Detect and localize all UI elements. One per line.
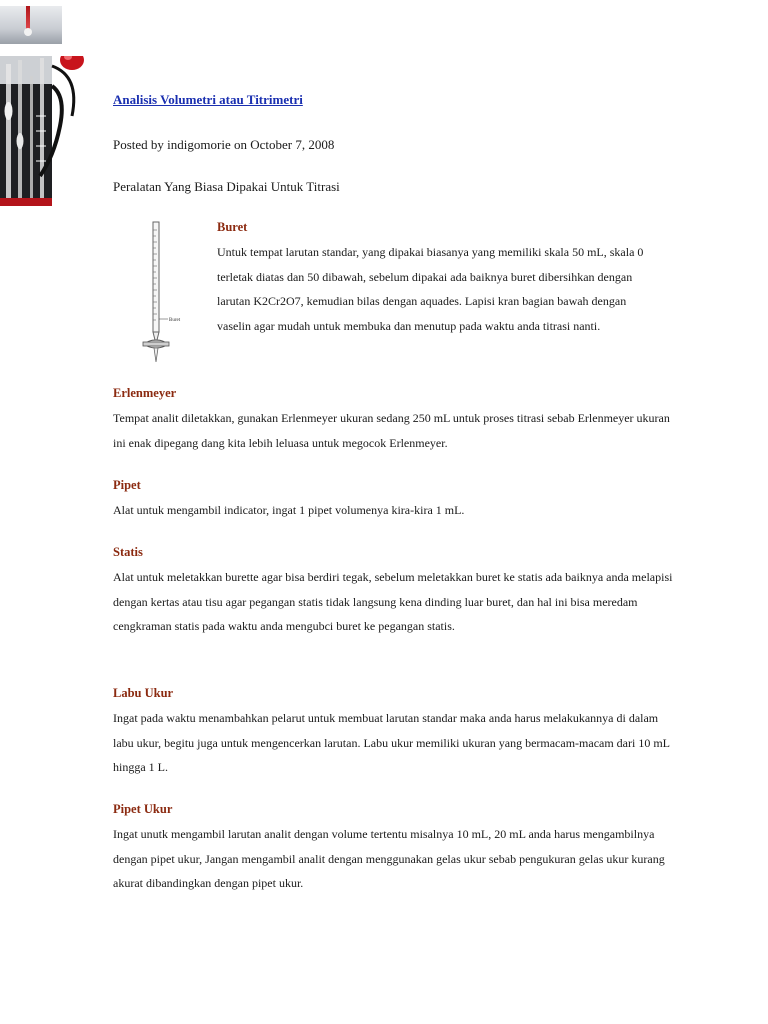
buret-illustration <box>113 216 208 371</box>
pipettes-photo <box>0 56 84 206</box>
section-heading: Statis <box>113 545 143 559</box>
dropper-photo <box>0 6 62 44</box>
section-erlenmeyer <box>113 386 673 455</box>
post-meta: Posted by indigomorie on October 7, 2008 <box>113 137 335 152</box>
section-heading: Labu Ukur <box>113 686 174 700</box>
article-title-link[interactable]: Analisis Volumetri atau Titrimetri <box>113 92 303 107</box>
section-pipet-ukur <box>113 802 673 896</box>
buret-figure-label: Buret <box>169 318 181 323</box>
section-labu-ukur <box>113 686 673 780</box>
section-heading: Pipet <box>113 478 141 492</box>
section-text: Untuk tempat larutan standar, yang dipakai biasanya yang memiliki skala 50 mL, skala 0 terletak diatas dan 50 dibawah, sebelum dipakai ada baiknya buret dibersihkan dengan larutan K2Cr2O7, kemudian bilas dengan aquades. Lapisi kran bagian bawah dengan vaselin agar mudah untuk membuka dan menutup pada waktu anda titrasi nanti. <box>217 245 644 333</box>
intro-text: Peralatan Yang Biasa Dipakai Untuk Titrasi <box>113 179 340 194</box>
section-statis <box>113 545 673 639</box>
section-heading: Erlenmeyer <box>113 386 177 400</box>
section-heading: Buret <box>217 220 248 234</box>
section-text: Alat untuk mengambil indicator, ingat 1 pipet volumenya kira-kira 1 mL. <box>113 503 465 517</box>
section-pipet <box>113 478 673 523</box>
section-text: Ingat pada waktu menambahkan pelarut untuk membuat larutan standar maka anda harus melakukannya di dalam labu ukur, begitu juga untuk mengencerkan larutan. Labu ukur memiliki ukuran yang bermacam-macam dari 10 mL hingga 1 L. <box>113 711 670 774</box>
section-heading: Pipet Ukur <box>113 802 173 816</box>
section-buret <box>217 220 657 338</box>
section-text: Alat untuk meletakkan burette agar bisa berdiri tegak, sebelum meletakkan buret ke statis ada baiknya anda melapisi dengan kertas atau tisu agar pegangan statis tidak langsung kena dinding luar buret, dan hal ini bisa meredam cengkraman statis pada waktu anda mengubci buret ke pegangan statis. <box>113 570 673 633</box>
section-text: Tempat analit diletakkan, gunakan Erlenmeyer ukuran sedang 250 mL untuk proses titrasi sebab Erlenmeyer ukuran ini enak dipegang dang kita lebih leluasa untuk megocok Erlenmeyer. <box>113 411 670 450</box>
section-text: Ingat unutk mengambil larutan analit dengan volume tertentu misalnya 10 mL, 20 mL anda harus mengambilnya dengan pipet ukur, Jangan mengambil analit dengan menggunakan gelas ukur sebab pengukuran gelas ukur kurang akurat dibandingkan dengan pipet ukur. <box>113 827 665 890</box>
